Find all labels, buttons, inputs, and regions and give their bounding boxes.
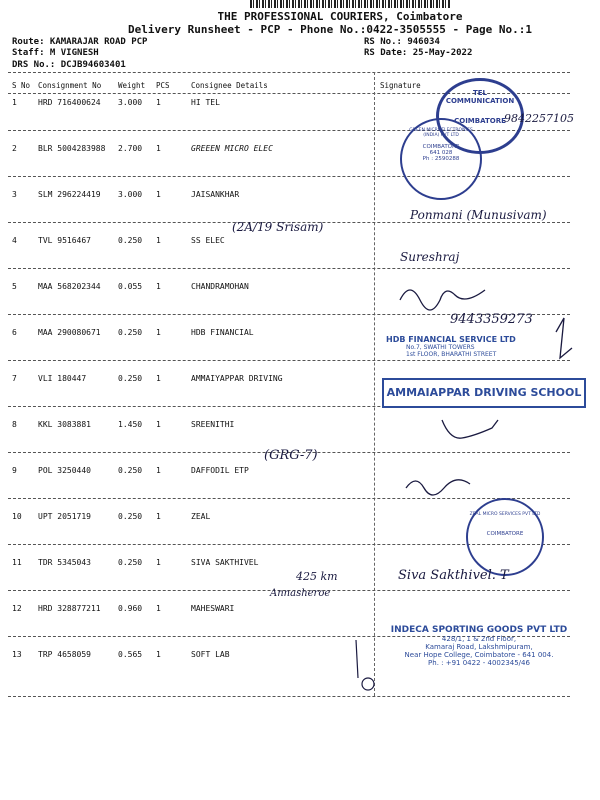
row-consignment: UPT 2051719 [38, 512, 91, 521]
handwritten-note-9: (GRG-7) [264, 448, 318, 463]
row-pcs: 1 [156, 512, 161, 521]
indeca-stamp-address2: Kamaraj Road, Lakshmipuram, [425, 643, 533, 651]
row-consignment: VLI 180447 [38, 374, 87, 383]
route-label: Route: KAMARAJAR ROAD PCP [12, 37, 148, 47]
row-pcs: 1 [156, 420, 161, 429]
hitel-stamp-name: TEL COMMUNICATION [445, 89, 515, 105]
row-weight: 2.700 [118, 144, 143, 153]
green-stamp-phone: Ph : 2590288 [422, 156, 460, 162]
row-consignee: JAISANKHAR [191, 190, 240, 199]
row-weight: 1.450 [118, 420, 143, 429]
row-sno: 2 [12, 144, 17, 153]
row-weight: 3.000 [118, 98, 143, 107]
hdb-stamp-address2: 1st FLOOR, BHARATHI STREET [406, 351, 497, 358]
zeal-stamp-name: ZEAL MICRO SERVICES PVT LTD [469, 512, 541, 517]
col-consignment: Consignment No [38, 81, 102, 90]
signature-scribble-6 [556, 318, 572, 358]
row-sno: 8 [12, 420, 17, 429]
handwritten-signature-11: Siva Sakthivel. T [398, 568, 509, 583]
row-consignment: MAA 290080671 [38, 328, 101, 337]
row-weight: 0.250 [118, 558, 143, 567]
row-pcs: 1 [156, 144, 161, 153]
runsheet-subtitle: Delivery Runsheet - PCP - Phone No.:0422-3505555 - Page No.:1 [128, 23, 532, 36]
signature-scribble-9 [406, 480, 470, 495]
row-pcs: 1 [156, 98, 161, 107]
row-weight: 0.960 [118, 604, 143, 613]
row-consignment: MAA 568202344 [38, 282, 101, 291]
row-consignee: CHANDRAMOHAN [191, 282, 249, 291]
row-consignment: KKL 3083881 [38, 420, 91, 429]
indeca-stamp-address3: Near Hope College, Coimbatore - 641 004. [404, 651, 554, 659]
row-sno: 7 [12, 374, 17, 383]
row-consignment: TRP 4658059 [38, 650, 91, 659]
indeca-stamp-phone: Ph. : +91 0422 - 4002345/46 [428, 659, 530, 667]
row-consignment: SLM 296224419 [38, 190, 101, 199]
row-sno: 13 [12, 650, 22, 659]
row-consignee: HI TEL [191, 98, 220, 107]
hdb-stamp-name: HDB FINANCIAL SERVICE LTD [386, 335, 516, 344]
row-consignee: AMMAIYAPPAR DRIVING [191, 374, 283, 383]
row-pcs: 1 [156, 282, 161, 291]
row-pcs: 1 [156, 236, 161, 245]
green-stamp-name: GREEN MICROELECTRONICS (INDIA) PVT LTD [409, 128, 473, 138]
driving-school-stamp: AMMAIAPPAR DRIVING SCHOOL [382, 378, 586, 408]
row-weight: 3.000 [118, 190, 143, 199]
signature-scribble-8 [442, 420, 498, 438]
row-consignee: ZEAL [191, 512, 211, 521]
row-weight: 0.250 [118, 466, 143, 475]
row-consignee: SS ELEC [191, 236, 225, 245]
row-pcs: 1 [156, 604, 161, 613]
row-sno: 5 [12, 282, 17, 291]
row-consignment: TVL 9516467 [38, 236, 91, 245]
row-sno: 3 [12, 190, 17, 199]
row-consignment: HRD 716400624 [38, 98, 101, 107]
row-sno: 9 [12, 466, 17, 475]
col-sno: S No [12, 81, 31, 90]
rs-date: RS Date: 25-May-2022 [364, 48, 473, 58]
handwritten-address-3: (2A/19 Srisam) [232, 220, 324, 234]
green-stamp-pin: 641 028 [429, 150, 453, 156]
zeal-stamp-city: COIMBATORE [486, 531, 524, 537]
row-sno: 12 [12, 604, 22, 613]
rs-number: RS No.: 946034 [364, 37, 440, 47]
row-weight: 0.565 [118, 650, 143, 659]
row-consignee: SREENITHI [191, 420, 235, 429]
row-pcs: 1 [156, 650, 161, 659]
row-sno: 1 [12, 98, 17, 107]
row-weight: 0.250 [118, 374, 143, 383]
row-consignee: SOFT LAB [191, 650, 230, 659]
company-title: THE PROFESSIONAL COURIERS, Coimbatore [217, 10, 463, 23]
col-consignee: Consignee Details [191, 81, 268, 90]
row-pcs: 1 [156, 328, 161, 337]
row-weight: 0.055 [118, 282, 143, 291]
col-weight: Weight [118, 81, 146, 90]
row-sno: 6 [12, 328, 17, 337]
row-consignee: DAFFODIL ETP [191, 466, 249, 475]
drs-number: DRS No.: DCJB94603401 [12, 60, 126, 70]
row-weight: 0.250 [118, 236, 143, 245]
handwritten-signature-3: Ponmani (Munusivam) [410, 208, 547, 222]
row-sno: 10 [12, 512, 22, 521]
col-pcs: PCS [156, 81, 170, 90]
handwritten-phone-1: 9842257105 [504, 112, 574, 125]
row-consignment: POL 3250440 [38, 466, 91, 475]
row-pcs: 1 [156, 374, 161, 383]
handwritten-note-12: Annasheroe [270, 588, 331, 599]
staff-label: Staff: M VIGNESH [12, 48, 99, 58]
indeca-stamp-name: INDECA SPORTING GOODS PVT LTD [390, 625, 568, 635]
hitel-stamp-city: COIMBATORE [454, 117, 506, 125]
row-consignee: MAHESWARI [191, 604, 235, 613]
handwritten-phone-5: 9443359273 [450, 312, 533, 327]
col-signature: Signature [380, 81, 421, 90]
row-weight: 0.250 [118, 512, 143, 521]
row-pcs: 1 [156, 466, 161, 475]
row-consignee: HDB FINANCIAL [191, 328, 254, 337]
indeca-stamp-address1: 428/1, 1 & 2nd Floor, [441, 635, 517, 643]
row-pcs: 1 [156, 190, 161, 199]
row-consignment: HRD 328877211 [38, 604, 101, 613]
row-sno: 11 [12, 558, 22, 567]
signature-scribble-5 [400, 290, 485, 310]
row-consignee: SIVA SAKTHIVEL [191, 558, 259, 567]
signature-scribble-13 [356, 640, 374, 690]
handwritten-distance-11: 425 km [296, 570, 338, 583]
row-consignee: GREEEN MICRO ELEC [191, 144, 273, 153]
green-stamp-city: COIMBATORE [422, 144, 460, 150]
handwritten-signature-4: Sureshraj [400, 250, 460, 264]
row-weight: 0.250 [118, 328, 143, 337]
hdb-stamp-address1: No.7, SWATHI TOWERS [406, 344, 475, 351]
row-consignment: BLR 5004283988 [38, 144, 106, 153]
row-sno: 4 [12, 236, 17, 245]
row-consignment: TDR 5345043 [38, 558, 91, 567]
row-pcs: 1 [156, 558, 161, 567]
